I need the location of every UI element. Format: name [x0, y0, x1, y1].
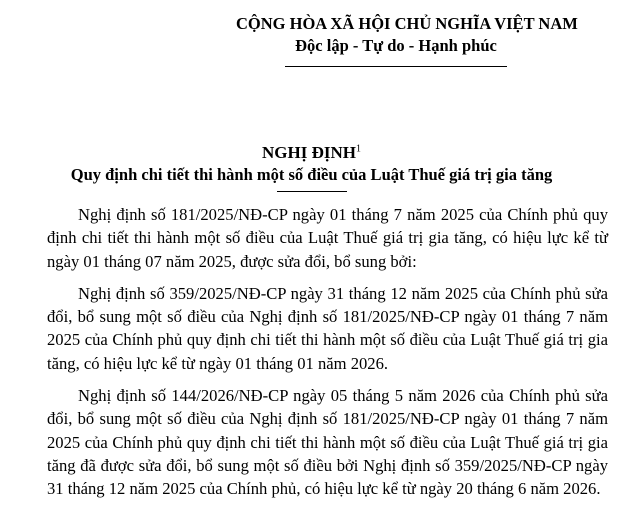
paragraph: Nghị định số 359/2025/NĐ-CP ngày 31 tháng 12 năm 2025 của Chính phủ sửa đổi, bổ sung một số điều của Nghị định số 181/2025/NĐ-CP ngày 01 tháng 7 năm 2025 của Chính phủ quy định chi tiết thi hành một số điều của Luật Thuế giá trị gia tăng, có hiệu lực kể từ ngày 01 tháng 01 năm 2026. — [47, 283, 608, 373]
title-divider — [277, 191, 347, 192]
national-motto: Độc lập - Tự do - Hạnh phúc — [295, 36, 497, 55]
document-subtitle: Quy định chi tiết thi hành một số điều của Luật Thuế giá trị gia tăng — [70, 165, 553, 184]
document-title-text: NGHỊ ĐỊNH — [262, 143, 356, 162]
paragraph: Nghị định số 144/2026/NĐ-CP ngày 05 tháng 5 năm 2026 của Chính phủ sửa đổi, bổ sung một số điều của Nghị định số 181/2025/NĐ-CP ngày 01 tháng 7 năm 2025 của Chính phủ quy định chi tiết thi hành một số điều của Luật Thuế giá trị gia tăng đã được sửa đổi, bổ sung một số điều bởi Nghị định số 359/2025/NĐ-CP ngày 31 tháng 12 năm 2025 của Chính phủ, có hiệu lực kể từ ngày 20 tháng 6 năm 2026. — [47, 386, 608, 499]
country-name: CỘNG HÒA XÃ HỘI CHỦ NGHĨA VIỆT NAM — [236, 14, 578, 33]
paragraph: Nghị định số 181/2025/NĐ-CP ngày 01 tháng 7 năm 2025 của Chính phủ quy định chi tiết thi hành một số điều của Luật Thuế giá trị gia tăng, có hiệu lực kể từ ngày 01 tháng 07 năm 2025, được sửa đổi, bổ sung bởi: — [47, 205, 608, 271]
footnote-marker[interactable]: 1 — [355, 143, 361, 155]
header-divider — [285, 66, 507, 67]
document-title-block — [0, 142, 623, 192]
document-title — [0, 142, 623, 164]
national-header — [236, 13, 578, 67]
document-body — [47, 203, 608, 501]
